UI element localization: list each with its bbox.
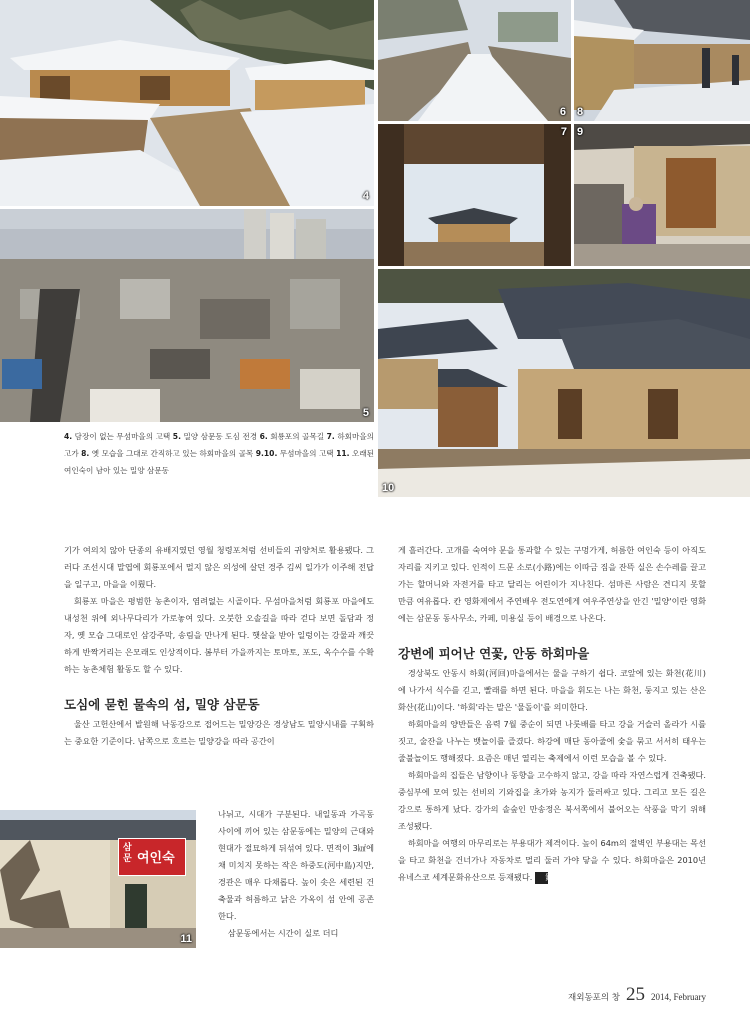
caption-number: 7. [326, 432, 335, 441]
photo-stone-wall-alley [378, 0, 571, 121]
photo-number: 11 [180, 933, 192, 945]
photo-number: 6 [559, 106, 566, 118]
caption-text: 밀양 삼문동 도심 전경 [180, 432, 260, 441]
photo-old-inn [0, 810, 196, 948]
issue-date: 2014, February [651, 992, 706, 1002]
body-paragraph: 울산 고헌산에서 발원해 낙동강으로 접어드는 밀양강은 경상남도 밀양시내를 구획하는 중요한 기준이다. 남쪽으로 흐르는 밀양강을 따라 공간이 [64, 719, 374, 746]
left-column [64, 542, 374, 750]
photo-number: 7 [560, 126, 567, 138]
body-paragraph: 경상북도 안동시 하회(河回)마을에서는 물을 구하기 쉽다. 코앞에 있는 화천(花川)에 나가서 식수를 긷고, 빨래를 하면 된다. 마을을 휘도는 나는 화천, 둥지고 있는 산은 화산(花山)이다. '하회'라는 말은 '물돌이'를 의미한다. [398, 668, 706, 712]
caption-text: 무섬마을의 고택 [277, 449, 337, 458]
caption-text: 옛 모습을 그대로 간직하고 있는 하회마을의 골목 [89, 449, 256, 458]
caption-number: 4. [64, 432, 73, 441]
photo-snowy-hanok-courtyard [0, 0, 374, 206]
photo-number: 10 [382, 482, 395, 494]
photo-number: 4 [362, 190, 369, 202]
caption-number: 11. [336, 449, 350, 458]
inn-sign [118, 838, 186, 876]
photo-hanok-rooftops [378, 269, 750, 497]
caption-number: 9.10. [255, 449, 278, 458]
photo-captions [64, 428, 374, 479]
caption-text: 하회마을의 고가 [64, 432, 375, 458]
body-paragraph [398, 835, 706, 886]
caption-number: 8. [81, 449, 90, 458]
section-heading: 도심에 묻힌 물속의 섬, 밀양 삼문동 [64, 697, 260, 712]
photo-gate-frame [378, 124, 571, 266]
body-paragraph: 하회마을의 양반들은 음력 7월 중순이 되면 나룻배를 타고 강을 거슬러 올라가 시를 짓고, 술잔을 나누는 뱃놀이를 즐겼다. 하강에 매단 동아줄에 숯을 묶고 서서히 태우는 줄불놀이도 행해졌다. 요즘은 매년 열리는 축제에서 이런 모습을 볼 수 있다. [398, 719, 706, 763]
end-seal-icon: 鑑 [535, 872, 548, 884]
photo-miryang-cityscape [0, 209, 374, 422]
caption-number: 6. [259, 432, 268, 441]
body-paragraph: 게 흘러간다. 고개를 숙여야 문을 통과할 수 있는 구멍가게, 허름한 여인숙 등이 아직도 자리를 지키고 있다. 인적이 드문 소로(小路)에는 이따금 짐을 잔뜩 실은 손수레를 끌고 가는 할머니와 자전거를 타고 달리는 어린이가 지나친다. 섬마른 사람은 견디지 못할 만큼 여유롭다. 칸 영화제에서 주연배우 전도연에게 여우주연상을 안긴 '밀양'이란 영화에는 삼문동 동사무소, 카페, 미용실 등이 배경으로 나온다. [398, 545, 706, 623]
body-paragraph: 하회마을의 집들은 남향이나 동향을 고수하지 않고, 강을 따라 자연스럽게 건축됐다. 중심부에 모여 있는 선비의 기와집을 초가와 농지가 둘러싸고 있다. 그리고 모든 길은 강으로 통하게 났다. 강가의 솔숲인 만송정은 북서쪽에서 불어오는 삭풍을 막기 위해 조성됐다. [398, 770, 706, 831]
photo-number: 8 [577, 106, 584, 118]
inn-sign-small-text: 삼문 [123, 843, 132, 864]
section-heading: 강변에 피어난 연꽃, 안동 하회마을 [398, 646, 590, 661]
caption-number: 5. [172, 432, 181, 441]
body-paragraph: 기가 여의치 않아 단종의 유배지였던 영월 청령포처럼 선비들의 귀양처로 활용됐다. 그러다 조선시대 말엽에 회룡포에서 멀지 않은 의성에 살던 경주 김씨 일가가 이주해 전답을 일구고, 마을을 이뤘다. [64, 545, 374, 589]
caption-text: 담장이 없는 무섬마을의 고택 [72, 432, 173, 441]
inn-sign-main-text: 여인숙 [137, 851, 175, 866]
body-paragraph: 회룡포 마을은 평범한 농촌이자, 염려없는 시골이다. 무섬마을처럼 회룡포 마을에도 내성천 위에 외나무다리가 가로놓여 있다. 오붓한 오솔길을 따라 걷다 보면 돌담과 정자, 옛 모습 그대로인 삼강주막, 송림을 만나게 된다. 햇살을 받아 일렁이는 강물과 깨끗하게 반짝거리는 은모래도 인상적이다. 봄부터 가을까지는 토마토, 포도, 옥수수를 수확하는 농촌체험 활동도 할 수 있다. [64, 596, 374, 674]
caption-text: 오래된 여인숙이 남아 있는 밀양 삼문동 [64, 449, 374, 475]
left-column-narrow [218, 806, 374, 942]
caption-text: 회룡포의 골목길 [267, 432, 327, 441]
page-footer [568, 984, 706, 1006]
photo-hahoe-alley [574, 0, 750, 121]
photo-number: 9 [577, 126, 584, 138]
page-number: 25 [626, 984, 645, 1005]
magazine-name: 재외동포의 창 [568, 993, 620, 1003]
body-paragraph: 나뉘고, 시대가 구분된다. 내일동과 가곡동 사이에 끼어 있는 삼문동에는 밀양의 근대와 현대가 절묘하게 뒤섞여 있다. 면적이 3㎢에 채 미치지 못하는 작은 하중도(河中島)지만, 경관은 매우 다채롭다. 높이 솟은 세련된 건축물과 허름하고 낡은 가옥이 섬 안에 공존한다. [218, 809, 374, 921]
photo-old-house-woman [574, 124, 750, 266]
body-text: 하회마을 여행의 마무리로는 부용대가 제격이다. 높이 64m의 절벽인 부용대는 목선을 타고 화천을 건너가나 자동차로 멀리 둘러 가야 닿을 수 있다. 하회마을은 2010년 유네스코 세계문화유산으로 등재됐다. [398, 838, 706, 882]
body-paragraph: 삼문동에서는 시간이 실로 더디 [227, 928, 339, 938]
right-column [398, 542, 706, 886]
photo-number: 5 [362, 407, 369, 419]
